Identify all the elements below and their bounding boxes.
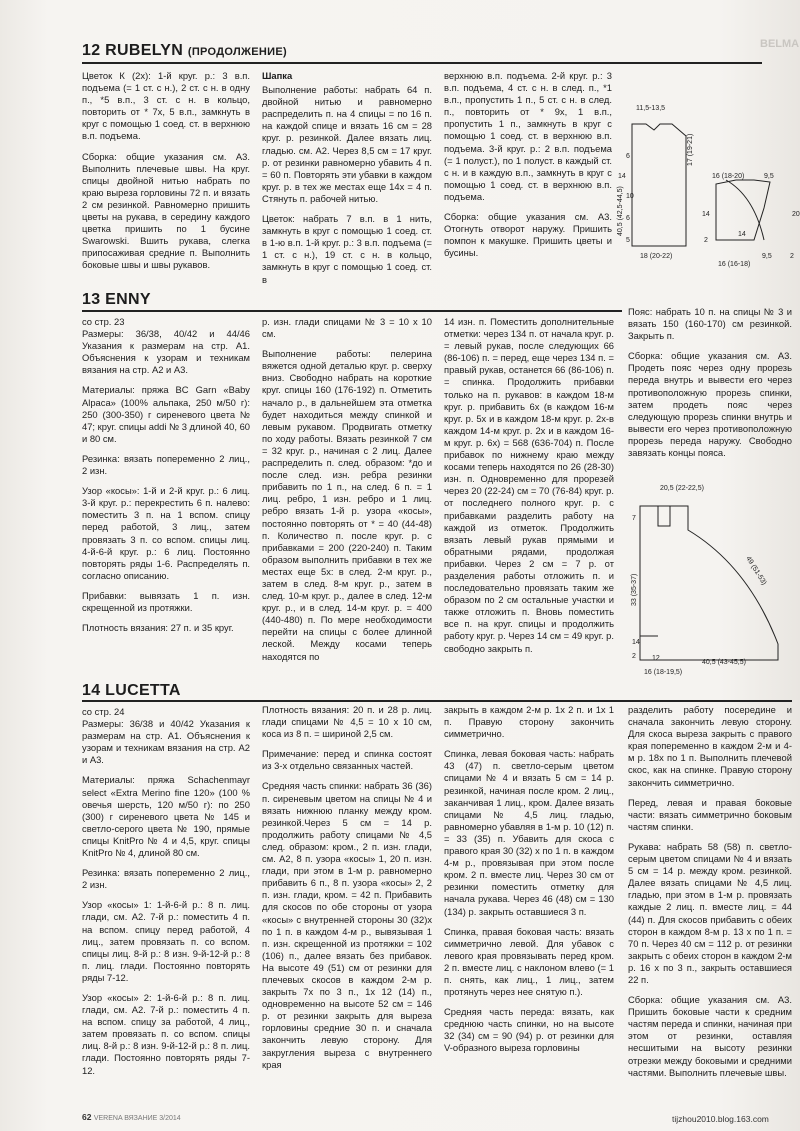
ghost-header-text: BELMA: [760, 38, 800, 50]
paragraph: Выполнение работы: набрать 64 п. двойной нитью и равномерно распределить п. на 4 спицы = по 16 п. на каждой спице и вязать 16 см = 28 круг. р. резинкой. Далее вязать лиц. гладью. см. А2. Через 8,5 см = 17 круг. р. от резинки равномерно убавить 4 п. = 60 п. Повторять эти убавки в каждом круг. р. в тех же местах еще 14х = 4 п. Стянуть п. рабочей нитью.: [262, 84, 432, 204]
dim-label: 49 (51-53): [744, 555, 768, 587]
paragraph: Сборка: общие указания см. А3. Продеть пояс через одну прорезь переда внутрь и вывести его через противоположную прорезь спинки, затем продеть пояс через следующую прорезь спинки внутрь и вывести его через противоположную прорезь переда наружу. Свободно завязать концы пояса.: [628, 350, 792, 459]
dim-label: 20: [792, 211, 800, 218]
dim-label: 16 (18-20): [712, 173, 745, 180]
section-14-rule: [82, 700, 792, 702]
paragraph: Цветок К (2х): 1-й круг. р.: 3 в.п. подъема (= 1 ст. с н.), 2 ст. с н. в одну п., *5 в.п., 3 ст. с н. в кольцо, повторить от * 7х, 5 в.п., замкнуть в круг с помощью 1 соед. ст. в верхнюю в.п. подъема.: [82, 70, 250, 142]
paragraph: Сборка: общие указания см. А3. Пришить боковые части к средним частям переда и спинки, начиная при этом от резинки, оставляя несшитыми на высоту резинки отрезки между боковыми и средними частями. Выполнить плечевые швы.: [628, 994, 792, 1078]
dim-label: 14: [738, 231, 746, 238]
section-13-col2: [262, 316, 432, 671]
paragraph: верхнюю в.п. подъема. 2-й круг. р.: 3 в.п. подъема, 4 ст. с н. в след. п., *1 в.п., пропустить 1 п., 5 ст. с н. в след. п., повторить от * 9х, 1 в.п., пропустить 1 п., замкнуть в круг с помощью 1 соед. ст. в верхнюю в.п. подъема. 3-й круг. р.: 2 в.п. подъема (= 1 полуст.), по 1 полуст. в каждый ст. с н. и в каждую в.п., замкнуть в круг с помощью 1 соед. ст. в верхнюю в.п. подъема.: [444, 70, 612, 202]
dim-label: 20,5 (22-22,5): [660, 485, 704, 492]
paragraph: Спинка, левая боковая часть: набрать 43 (47) п. светло-серым цветом спицами № 4 и вязать 5 см = 14 р. резинкой, начиная после кром. 2 лиц., заканчивая 1 лиц., кром. Далее вязать спицами № 4,5 лиц. гладью, равномерно убавляя в 1-м р. 10 (12) п. = 33 (35) п. Убавить для скоса с правого края 30 (32) х по 1 п. в каждом 4-м р., провязывая при этом после кром. 2 п. вместе лиц. Через 30 см от резинки поместить отметку для начала рукава. Через 46 (48) см = 130 (134) р. закрыть оставшиеся 3 п.: [444, 748, 614, 917]
dim-label: 9,5: [762, 253, 772, 260]
neck-step: [658, 506, 670, 526]
section-12-schematic: [614, 96, 800, 276]
section-12-name: RUBELYN: [105, 42, 184, 59]
paragraph: Выполнение работы: пелерина вяжется одной деталью круг. р. сверху вниз. Свободно набрать на короткие круг. спицы 160 (176-192) п. Отметить начало р., в дальнейшем эта отметка будет находиться между спинкой и левым рукавом. Продвигать отметку по ходу работы. Вязать резинкой 7 см = 32 круг. р., начиная с 2 лиц. Далее распределить п. след. образом: *до и после след. изн. ребра резинки прибавить по 1 п., на след. 6 п. = 1 лиц. ребро, 1 изн. ребро и 1 лиц. ребро вязать 1-й р. узора «косы», постоянно повторять от * = 40 (44-48) п. Количество п. после круг. р. с прибавками = 200 (220-240) п. Таким образом выполнить прибавки в тех же местах еще 5х: в след. 2-м круг. р., затем в след. 8-м круг. р., затем в след. 10-м круг. р., далее в след. 12-м круг. р., и в след. 14-м круг. р. = 400 (440-480) п. По мере необходимости перейти на спицы с более длинной леской. Между косами теперь находятся по: [262, 348, 432, 662]
dim-label: 2: [704, 237, 708, 244]
footer-site: tijzhou2010.blog.163.com: [672, 1114, 769, 1124]
section-14-col2: [262, 704, 432, 1079]
section-14-col1: [82, 706, 250, 1085]
footer-page-info: [82, 1112, 181, 1122]
dim-label: 6: [626, 153, 630, 160]
dim-label: 10: [626, 193, 634, 200]
paragraph: Сборка: общие указания см. А3. Отогнуть отворот наружу. Пришить помпон к макушке. Пришить цветы и бусины.: [444, 211, 612, 259]
dim-label: 12: [652, 655, 660, 662]
magazine-name: VERENA ВЯЗАНИЕ 3/2014: [93, 1115, 181, 1122]
paragraph: Размеры: 36/38 и 40/42 Указания к размерам на стр. А1. Объяснения к узорам и техникам вязания на стр. А2 и А3.: [82, 718, 250, 766]
paragraph: Примечание: перед и спинка состоят из 3-х отдельно связанных частей.: [262, 748, 432, 772]
section-14-name: LUCETTA: [105, 682, 181, 699]
section-13-col4: [628, 306, 792, 467]
dim-label: 17 (19-21): [687, 133, 694, 166]
dim-label: 2: [632, 653, 636, 660]
paragraph: Узор «косы»: 1-й и 2-й круг. р.: 6 лиц. 3-й круг. р.: перекрестить 6 п. налево: поместить 3 п. на 1 вспом. спицу перед работой, 3 лиц., затем провязать 3 п. со вспом. спицы лиц. 4-й-6-й круг. р.: 6 лиц. Постоянно повторять ряды 1-6. Распределять п. согласно описанию.: [82, 485, 250, 581]
section-12-col1: [82, 70, 250, 280]
section-14-col3: [444, 704, 614, 1063]
section-13-header: [82, 291, 151, 309]
paragraph: Узор «косы» 2: 1-й-6-й р.: 8 п. лиц. глади, см. А2. 7-й р.: поместить 4 п. на вспом. спицу за работой, 4 лиц., затем провязать п. со вспом. спицы лиц. 8-й р.: 8 изн. 9-й-12-й р.: 8 п. лиц. глади. Постоянно повторять ряды 7-12.: [82, 991, 250, 1076]
dim-label: 40,5 (42,5-44,5): [617, 186, 624, 236]
section-13-schematic: [618, 476, 800, 676]
section-12-rule: [82, 62, 762, 64]
paragraph: со стр. 23: [82, 316, 125, 327]
section-14-header: [82, 682, 181, 700]
paragraph: Перед, левая и правая боковые части: вязать симметрично боковым частям спинки.: [628, 796, 792, 832]
section-14-number: 14: [82, 682, 101, 699]
dim-label: 16 (18-19,5): [644, 669, 683, 676]
paragraph: разделить работу посередине и сначала закончить левую сторону. Для скоса выреза закрыть с правого края попеременно в каждом 2-м и 4-м р. 18х по 1 п. Выполнить плечевой скос, как на спинке. Правую сторону закончить симметрично.: [628, 704, 792, 788]
section-12-continued: (ПРОДОЛЖЕНИЕ): [187, 46, 287, 58]
section-12-number: 12: [82, 42, 101, 59]
section-13-number: 13: [82, 291, 101, 308]
paragraph: закрыть в каждом 2-м р. 1х 2 п. и 1х 1 п. Правую сторону закончить симметрично.: [444, 704, 614, 740]
paragraph: Узор «косы» 1: 1-й-6-й р.: 8 п. лиц. глади, см. А2. 7-й р.: поместить 4 п. на вспом. спицу перед работой, 4 лиц., затем провязать п. со вспом. спицы лиц. 8-й р.: 8 изн. 9-й-12-й р.: 8 п. лиц. глади. Постоянно повторять ряды 7-12.: [82, 899, 250, 983]
section-13-name: ENNY: [105, 291, 151, 308]
dim-label: 7: [632, 515, 636, 522]
dim-label: 9,5: [764, 173, 774, 180]
dim-label: 16 (16-18): [718, 261, 751, 268]
paragraph: Размеры: 36/38, 40/42 и 44/46 Указания к размерам на стр. А1. Объяснения к узорам и техникам вязания на стр. А2 и А3.: [82, 328, 250, 376]
paragraph: Плотность вязания: 27 п. и 35 круг.: [82, 622, 234, 634]
paragraph: со стр. 24: [82, 706, 125, 717]
paragraph: Прибавки: вывязать 1 п. изн. скрещенной из протяжки.: [82, 589, 250, 613]
dim-label: 14: [618, 173, 626, 180]
dim-label: 14: [632, 639, 640, 646]
dim-label: 11,5-13,5: [636, 105, 666, 112]
paragraph: Сборка: общие указания см. А3. Выполнить плечевые швы. На круг. спицы двойной нитью набрать по краю выреза горловины 72 п. и вязать 2 см резинкой. Равномерно пришить цветы на рукава, в середину каждого цветка пришить по 1 бусине Swarowski. Вшить рукава, слегка припосаживая средние п. Выполнить боковые швы и швы рукавов.: [82, 150, 250, 271]
section-12-col3: [444, 70, 612, 267]
paragraph: Резинка: вязать попеременно 2 лиц., 2 изн.: [82, 452, 250, 477]
dim-label: 6: [626, 215, 630, 222]
subheading-hat: Шапка: [262, 70, 293, 81]
section-12-col2: [262, 70, 432, 294]
paragraph: Пояс: набрать 10 п. на спицы № 3 и вязать 150 (160-170) см резинкой. Закрыть п.: [628, 306, 792, 342]
paragraph: р. изн. глади спицами № 3 = 10 х 10 см.: [262, 316, 432, 340]
dim-label: 2: [790, 253, 794, 260]
section-13-rule: [82, 310, 622, 312]
dim-label: 33 (35-37): [631, 573, 638, 606]
dim-label: 14: [702, 211, 710, 218]
paragraph: Рукава: набрать 58 (58) п. светло-серым цветом спицами № 4 и вязать 5 см = 14 р. между кром. резинкой. Далее вязать спицами № 4,5 лиц. гладью, при этом в 1-м р. провязать каждые 2 лиц. п. вместе лиц. = 44 (44) п. Для скосов прибавить с обеих сторон в каждом 8-м р. 13 х по 1 п. = 70 п. Через 40 см = 112 р. от резинки закрыть с обеих сторон в каждом 2-м р. 16 х по 3 п., закрыть оставшиеся 22 п.: [628, 840, 792, 985]
paragraph: Материалы: пряжа Schachenmayr select «Extra Merino fine 120» (100 % овечья шерсть, 120 м/50 г): по 250 (300) г сиреневого цвета № 145 и светло-серого цвета № 190, прямые спицы KnitPro № 4 и 4,5, круг. спицы KnitPro № 4, длиной 80 см.: [82, 774, 250, 859]
paragraph: Плотность вязания: 20 п. и 28 р. лиц. глади спицами № 4,5 = 10 х 10 см, коса из 8 п. = шириной 2,5 см.: [262, 704, 432, 740]
section-13-col3: [444, 316, 614, 663]
section-14-col4: [628, 704, 792, 1087]
paragraph: Средняя часть переда: вязать, как среднюю часть спинки, но на высоте 32 (34) см = 90 (94) р. от резинки для V-образного выреза горловины: [444, 1006, 614, 1054]
dim-label: 5: [626, 237, 630, 244]
dim-label: 18 (20-22): [640, 253, 673, 260]
section-13-col1: [82, 316, 250, 642]
paragraph: Цветок: набрать 7 в.п. в 1 нить, замкнуть в круг с помощью 1 соед. ст. в 1-ю в.п. 1-й круг. р.: 3 в.п. подъема (= 1 ст. с н.), 19 ст. с н. в кольцо, замкнуть в круг с помощью 1 соед. ст. в: [262, 213, 432, 285]
body-outline: [632, 124, 686, 246]
paragraph: Средняя часть спинки: набрать 36 (36) п. сиреневым цветом на спицы № 4 и вязать нижнюю планку между кром. резинкой.Через 5 см = 14 р. продолжить работу спицами № 4,5 след. образом: кром., 2 п. изн. глади, см. А2, 8 п. узора «косы» 1, 20 п. изн. глади, при этом в 1-м р. равномерно прибавить 6 п., 8 п. узора «косы» 2, 2 п. изн. глади, кром. = 42 п. Прибавить для скосов по обе стороны от узора «косы» с внутренней стороны 30 (32)х по 1 п. в каждом 4-м р., вывязывая 1 п. изн. скрещенной из протяжки = 102 (106) п., далее вязать без прибавок. На высоте 49 (51) см от резинки для плечевых скосов в каждом 2-м р. закрыть 7х по 3 п., 1х 12 (14) п., одновременно на высоте 52 см = 146 р. от резинки закрыть для выреза горловины средние 30 п. и сначала закончить левую сторону. Для закругления выреза с внутреннего края: [262, 780, 432, 1070]
section-12-header: [82, 42, 287, 60]
paragraph: 14 изн. п. Поместить дополнительные отметки: через 134 п. от начала круг. р. = левый рукав, после следующих 66 (86-106) п. = перед, еще через 134 п. = правый рукав, останется 66 (86-106) п. = спинка. Продолжить прибавки только на п. рукавов: в каждом 18-м круг. р. прибавить 6х (в каждом 16-м круг. р. 5х и в каждом 18-м круг. р. 2х-в каждом 14-м круг. р. 2х и в каждом 16-м круг. р. 6х) = 568 (636-704) п. После прибавок по нижнему краю между косами теперь находятся по 26 (28-30) изн. п. Одновременно для прорезей через 20 (22-24) см = 70 (76-84) круг. р. от последнего полного круг. р. с прибавками разделить работу на каждой из отметок. Продолжить вязать левый рукав прямыми и обратными рядами, продолжая прибавки. Через 2 см = 7 р. от разделения работы отложить п. и последовательно провязать таким же образом по 2 см остальные участки и также отложить п. Вновь поместить все п. на круг. спицы и продолжить работу круг. р. Через 14 см = 49 круг. р. свободно закрыть п.: [444, 316, 614, 654]
cape-outline: [640, 506, 778, 660]
paragraph: Резинка: вязать попеременно 2 лиц., 2 изн.: [82, 867, 250, 891]
paragraph: Материалы: пряжа BC Garn «Baby Alpaca» (100% альпака, 250 м/50 г): 250 (300-350) г сиреневого цвета № 47; круг. спицы addi № 3 длиной 40, 60 и 80 см.: [82, 384, 251, 444]
dim-label: 40,5 (43-45,5): [702, 659, 746, 666]
page-number: 62: [82, 1112, 92, 1122]
paragraph: Спинка, правая боковая часть: вязать симметрично левой. Для убавок с левого края провязывать перед кром. 2 п. вместе лиц. с наклоном влево (= 1 п. снять, как лиц., 1 лиц., затем протянуть через нее снятую п.).: [444, 925, 614, 998]
